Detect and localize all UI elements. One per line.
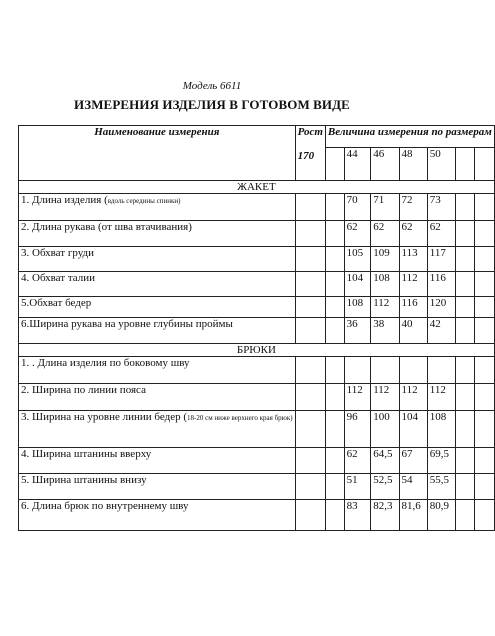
value-cell: 62 — [399, 221, 427, 247]
value-cell: 38 — [371, 318, 399, 344]
value-cell: 69,5 — [427, 448, 455, 474]
value-cell: 64,5 — [371, 448, 399, 474]
section-trousers: БРЮКИ — [19, 344, 495, 357]
value-cell: 112 — [427, 384, 455, 411]
measurements-table — [18, 125, 495, 531]
value-cell: 112 — [399, 384, 427, 411]
rost-value: 170 — [297, 150, 315, 162]
value-cell: 112 — [371, 384, 399, 411]
measurement-name: 6. Длина брюк по внутреннему шву — [19, 500, 296, 531]
table-row — [19, 384, 495, 411]
value-cell: 116 — [427, 272, 455, 297]
measurement-note: 18-20 см ниже верхнего края брюк) — [187, 414, 293, 422]
value-cell: 54 — [399, 474, 427, 500]
table-row — [19, 272, 495, 297]
rost-label: Рост — [297, 126, 323, 138]
value-header: Величина измерения по размерам — [325, 126, 494, 148]
table-row — [19, 448, 495, 474]
value-cell: 83 — [344, 500, 371, 531]
value-cell: 120 — [427, 297, 455, 318]
value-cell: 82,3 — [371, 500, 399, 531]
value-cell — [344, 357, 371, 384]
value-cell: 40 — [399, 318, 427, 344]
value-cell: 80,9 — [427, 500, 455, 531]
value-cell: 100 — [371, 411, 399, 448]
value-cell — [399, 357, 427, 384]
measurement-name: 2. Длина рукава (от шва втачивания) — [19, 221, 296, 247]
value-cell: 104 — [399, 411, 427, 448]
table-row — [19, 411, 495, 448]
table-row — [19, 247, 495, 272]
value-cell: 96 — [344, 411, 371, 448]
value-cell: 116 — [399, 297, 427, 318]
section-row — [19, 181, 495, 194]
value-cell: 55,5 — [427, 474, 455, 500]
measurement-name: 1. . Длина изделия по боковому шву — [19, 357, 296, 384]
measurement-name: 1. Длина изделия (вдоль середины спинки) — [19, 194, 296, 221]
table-row — [19, 221, 495, 247]
measurement-name: 4. Ширина штанины вверху — [19, 448, 296, 474]
table-row — [19, 474, 495, 500]
value-cell: 112 — [399, 272, 427, 297]
value-cell: 73 — [427, 194, 455, 221]
value-cell: 62 — [427, 221, 455, 247]
value-cell: 62 — [344, 221, 371, 247]
size-cell: 46 — [371, 148, 399, 181]
value-cell: 70 — [344, 194, 371, 221]
value-cell: 62 — [344, 448, 371, 474]
table-row — [19, 500, 495, 531]
value-cell: 72 — [399, 194, 427, 221]
rost-header — [295, 126, 325, 181]
value-cell: 36 — [344, 318, 371, 344]
value-cell: 105 — [344, 247, 371, 272]
table-row — [19, 194, 495, 221]
measurement-name: 3. Обхват груди — [19, 247, 296, 272]
size-cell: 44 — [344, 148, 371, 181]
value-cell: 67 — [399, 448, 427, 474]
value-cell: 112 — [344, 384, 371, 411]
measurement-name: 5.Обхват бедер — [19, 297, 296, 318]
measurement-name: 6.Ширина рукава на уровне глубины проймы — [19, 318, 296, 344]
table-row — [19, 357, 495, 384]
value-cell: 113 — [399, 247, 427, 272]
value-cell: 104 — [344, 272, 371, 297]
measurement-name: 2. Ширина по линии пояса — [19, 384, 296, 411]
value-cell: 81,6 — [399, 500, 427, 531]
header-row — [19, 126, 495, 148]
table-row — [19, 318, 495, 344]
measurement-name: 5. Ширина штанины внизу — [19, 474, 296, 500]
document-heading: ИЗМЕРЕНИЯ ИЗДЕЛИЯ В ГОТОВОМ ВИДЕ — [74, 97, 350, 112]
model-number: Модель 6611 — [182, 80, 242, 92]
value-cell: 117 — [427, 247, 455, 272]
measurement-name: 4. Обхват талии — [19, 272, 296, 297]
value-cell — [371, 357, 399, 384]
size-cell — [456, 148, 475, 181]
size-cell — [475, 148, 494, 181]
size-cell: 48 — [399, 148, 427, 181]
value-cell: 62 — [371, 221, 399, 247]
size-cell — [325, 148, 344, 181]
section-jacket: ЖАКЕТ — [19, 181, 495, 194]
name-column-header: Наименование измерения — [19, 126, 296, 181]
value-cell — [427, 357, 455, 384]
value-cell: 109 — [371, 247, 399, 272]
size-cell: 50 — [427, 148, 455, 181]
value-cell: 108 — [427, 411, 455, 448]
value-cell: 108 — [371, 272, 399, 297]
measurement-note: вдоль середины спинки) — [107, 197, 181, 205]
value-cell: 51 — [344, 474, 371, 500]
measurement-name: 3. Ширина на уровне линии бедер (18-20 см ниже верхнего края брюк) — [19, 411, 296, 448]
value-cell: 52,5 — [371, 474, 399, 500]
table-row — [19, 297, 495, 318]
value-cell: 71 — [371, 194, 399, 221]
value-cell: 112 — [371, 297, 399, 318]
value-cell: 42 — [427, 318, 455, 344]
section-row — [19, 344, 495, 357]
value-cell: 108 — [344, 297, 371, 318]
